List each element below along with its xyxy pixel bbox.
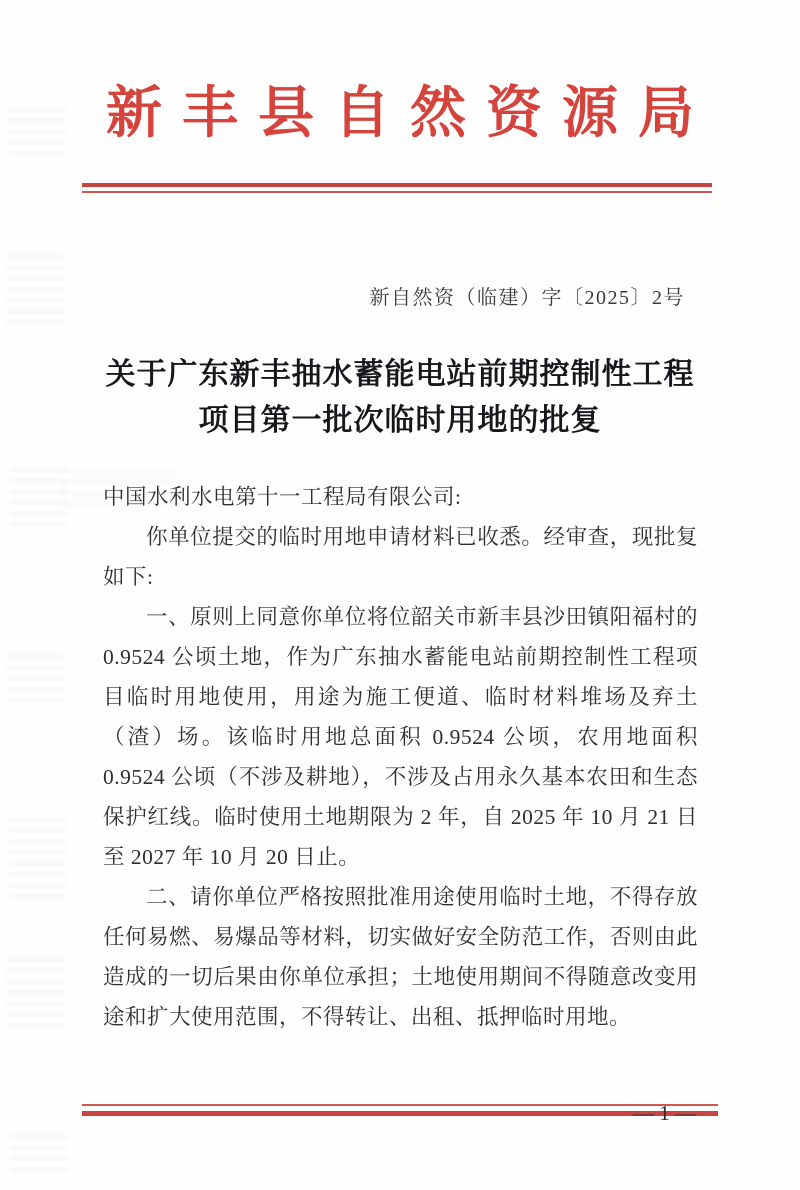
scan-artifact	[6, 655, 64, 701]
scan-artifact	[6, 255, 64, 325]
footer-divider-thick-line	[82, 1111, 718, 1116]
footer-divider-thin-line	[82, 1104, 718, 1106]
header-divider-thick-line	[82, 183, 712, 187]
page-number: — 1 —	[633, 1101, 696, 1125]
header-divider-thin-line	[82, 191, 712, 193]
addressee-line: 中国水利水电第十一工程局有限公司:	[103, 485, 462, 509]
paragraph-item-2: 二、请你单位严格按照批准用途使用临时土地，不得存放任何易燃、易爆品等材料，切实做好安全防范工作，否则由此造成的一切后果由你单位承担；土地使用期间不得随意改变用途和扩大使用范围，不得转让、出租、抵押临时用地。	[103, 885, 698, 1029]
paragraph-item-1: 一、原则上同意你单位将位韶关市新丰县沙田镇阳福村的 0.9524 公顷土地，作为广东抽水蓄能电站前期控制性工程项目临时用地使用，用途为施工便道、临时材料堆场及弃土（渣）场。该临时用地总面积 0.9524 公顷，农用地面积 0.9524 公顷（不涉及耕地），不涉及占用永久基本农田和生态保护红线。临时使用土地期限为 2 年，自 2025 年 10 月 21 日至 2027 年 10 月 20 日止。	[103, 605, 698, 869]
scan-artifact	[10, 468, 68, 532]
paragraph-intro: 你单位提交的临时用地申请材料已收悉。经审查，现批复如下:	[103, 525, 698, 589]
document-number: 新自然资（临建）字〔2025〕2号	[369, 287, 685, 309]
document-title	[40, 352, 760, 444]
document-body	[103, 477, 698, 1037]
scan-artifact	[10, 1135, 68, 1177]
document-title-line-1: 关于广东新丰抽水蓄能电站前期控制性工程	[105, 358, 695, 391]
footer-divider	[82, 1104, 718, 1116]
document-title-line-2: 项目第一批次临时用地的批复	[198, 404, 602, 437]
agency-name-header: 新丰县自然资源局	[106, 83, 714, 145]
scan-artifact	[6, 958, 64, 1034]
header-divider	[82, 183, 712, 193]
scan-artifact	[9, 818, 67, 898]
